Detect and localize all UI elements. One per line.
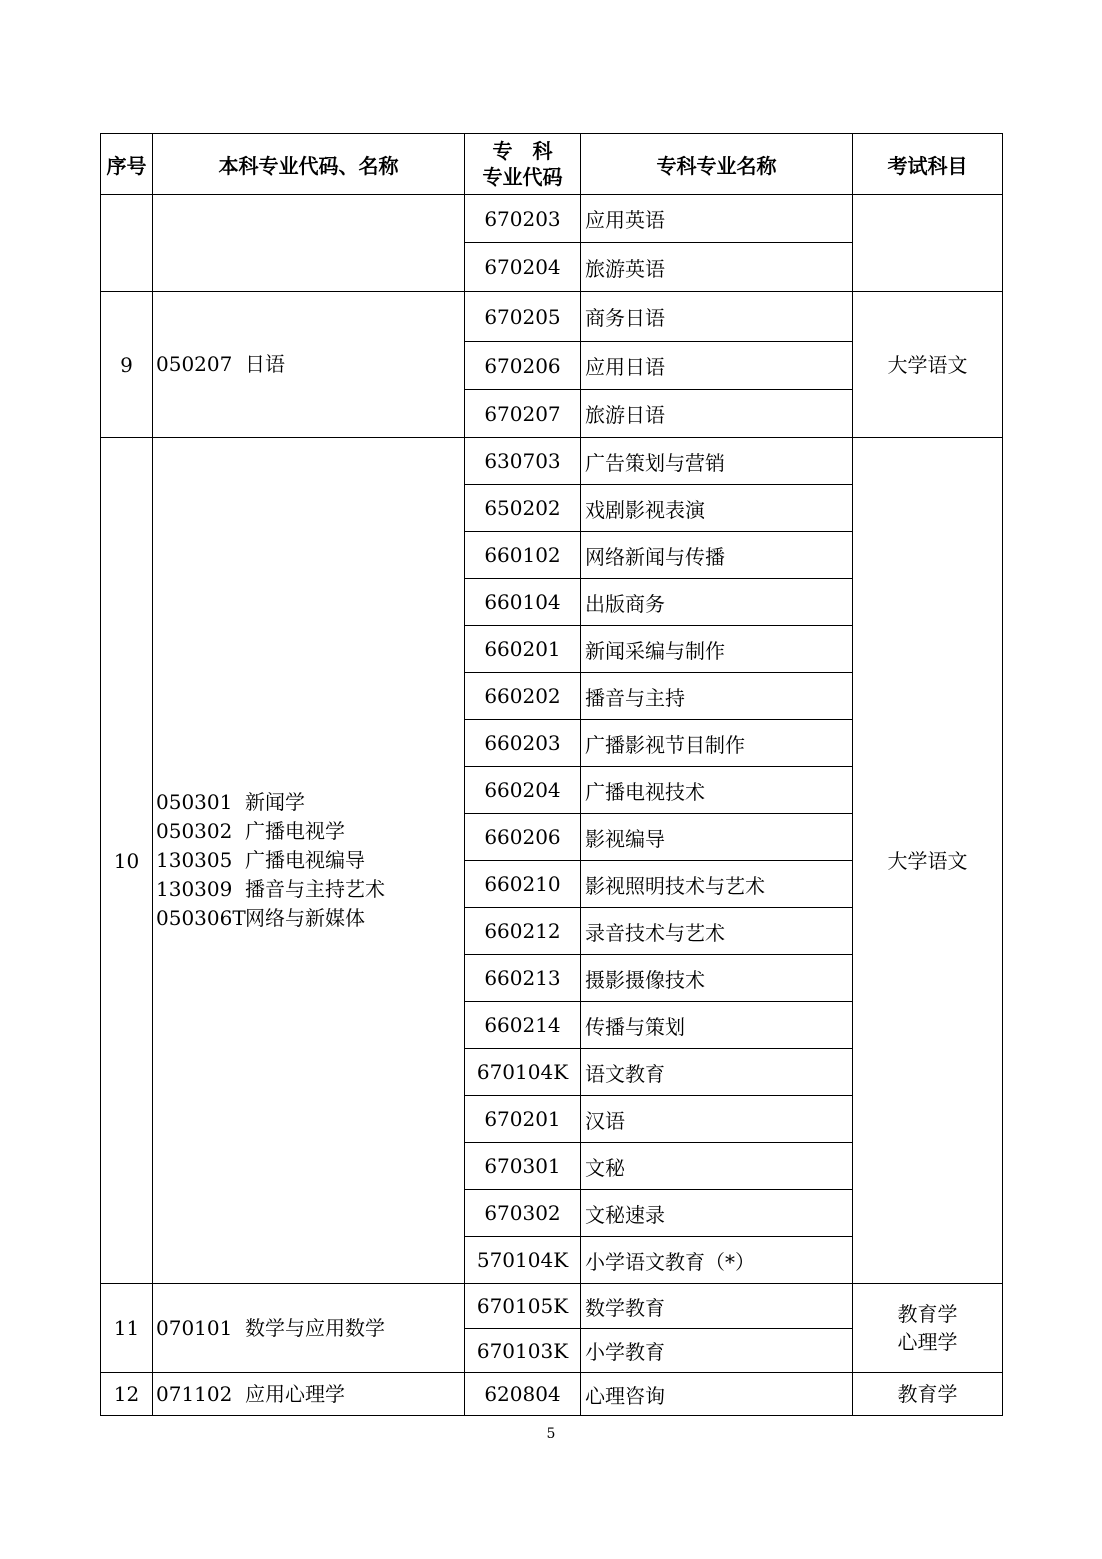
table-row [101,195,1003,243]
zk-name-cell: 应用日语 [581,342,853,390]
exam-subject: 大学语文 [887,848,968,873]
zk-name-cell: 数学教育 [581,1284,853,1329]
zk-name-cell: 小学教育 [581,1329,853,1373]
zk-name-cell: 广播电视技术 [581,767,853,814]
zk-name-cell: 网络新闻与传播 [581,532,853,579]
header-exam: 考试科目 [853,134,1003,195]
exam-subject-cell [853,195,1003,292]
zk-code-cell: 660212 [465,908,581,955]
seq-cell: 10 [101,438,153,1284]
zk-name-cell: 影视编导 [581,814,853,861]
bk-major-code: 050301 [156,790,233,814]
zk-name-cell: 商务日语 [581,292,853,342]
header-name2: 专科专业名称 [581,134,853,195]
zk-code-cell: 660201 [465,626,581,673]
zk-code-cell: 660214 [465,1002,581,1049]
zk-name-cell: 广播影视节目制作 [581,720,853,767]
zk-name-cell: 文秘速录 [581,1190,853,1237]
zk-code-cell: 670103K [465,1329,581,1373]
table-row [101,292,1003,342]
zk-code-cell: 670302 [465,1190,581,1237]
exam-subject: 心理学 [897,1330,958,1354]
bk-major-entry [156,817,464,846]
bk-major-entry [156,1380,464,1409]
zk-code-cell: 670205 [465,292,581,342]
zk-name-cell: 小学语文教育（*） [581,1237,853,1284]
exam-subject-cell [853,438,1003,1284]
zk-name-cell: 戏剧影视表演 [581,485,853,532]
bk-major-cell [153,438,465,1284]
table-row [101,1284,1003,1329]
header-row [101,134,1003,195]
seq-cell: 9 [101,292,153,438]
bk-major-name: 广播电视编导 [245,848,365,872]
bk-major-entry [156,846,464,875]
zk-name-cell: 广告策划与营销 [581,438,853,485]
zk-code-cell: 660213 [465,955,581,1002]
exam-subject-cell [853,1284,1003,1373]
zk-name-cell: 汉语 [581,1096,853,1143]
zk-name-cell: 传播与策划 [581,1002,853,1049]
bk-major-code: 050306T [156,906,246,930]
zk-name-cell: 新闻采编与制作 [581,626,853,673]
bk-major-code: 050302 [156,819,233,843]
zk-code-cell: 670105K [465,1284,581,1329]
header-code2 [465,134,581,195]
seq-cell [101,195,153,292]
bk-major-entry [156,875,464,904]
seq-cell: 12 [101,1373,153,1416]
zk-code-cell: 670104K [465,1049,581,1096]
bk-major-name: 网络与新媒体 [245,906,365,930]
table-row [101,1373,1003,1416]
zk-name-cell: 出版商务 [581,579,853,626]
bk-major-entry [156,788,464,817]
zk-code-cell: 660206 [465,814,581,861]
zk-name-cell: 语文教育 [581,1049,853,1096]
majors-table [100,133,1003,1416]
header-code2-line2: 专业代码 [482,165,563,189]
zk-name-cell: 旅游英语 [581,243,853,292]
zk-name-cell: 播音与主持 [581,673,853,720]
bk-major-code: 050207 [156,352,233,376]
exam-subject: 教育学 [897,1382,958,1406]
header-bk: 本科专业代码、名称 [153,134,465,195]
bk-major-entry [156,350,464,379]
zk-name-cell: 文秘 [581,1143,853,1190]
zk-name-cell: 心理咨询 [581,1373,853,1416]
zk-code-cell: 660104 [465,579,581,626]
exam-subject-cell [853,1373,1003,1416]
zk-code-cell: 670201 [465,1096,581,1143]
table-row [101,438,1003,485]
bk-major-name: 数学与应用数学 [245,1315,385,1340]
bk-major-code: 130309 [156,877,233,901]
zk-code-cell: 660204 [465,767,581,814]
zk-name-cell: 录音技术与艺术 [581,908,853,955]
zk-name-cell: 旅游日语 [581,390,853,438]
zk-code-cell: 670204 [465,243,581,292]
zk-code-cell: 670207 [465,390,581,438]
bk-major-cell [153,1373,465,1416]
zk-name-cell: 影视照明技术与艺术 [581,861,853,908]
bk-major-code: 130305 [156,848,233,872]
seq-cell: 11 [101,1284,153,1373]
zk-code-cell: 670203 [465,195,581,243]
bk-major-name: 新闻学 [245,790,305,814]
bk-major-name: 播音与主持艺术 [245,877,385,901]
table-body [101,195,1003,1416]
zk-code-cell: 570104K [465,1237,581,1284]
zk-code-cell: 650202 [465,485,581,532]
zk-code-cell: 660210 [465,861,581,908]
bk-major-cell [153,292,465,438]
bk-major-entry [156,904,464,933]
bk-major-name: 应用心理学 [245,1381,345,1406]
zk-name-cell: 应用英语 [581,195,853,243]
page-number: 5 [546,1426,556,1442]
zk-code-cell: 670301 [465,1143,581,1190]
bk-major-cell [153,1284,465,1373]
bk-major-code: 071102 [156,1381,233,1406]
zk-code-cell: 670206 [465,342,581,390]
exam-subject-cell [853,292,1003,438]
bk-major-name: 日语 [245,352,285,376]
bk-major-entry [156,1314,464,1343]
zk-code-cell: 660202 [465,673,581,720]
zk-code-cell: 630703 [465,438,581,485]
exam-subject: 教育学 [897,1302,958,1326]
zk-code-cell: 660102 [465,532,581,579]
zk-name-cell: 摄影摄像技术 [581,955,853,1002]
header-code2-line1: 专 科 [492,139,553,163]
bk-major-name: 广播电视学 [245,819,345,843]
bk-major-cell [153,195,465,292]
header-seq: 序号 [101,134,153,195]
exam-subject: 大学语文 [887,352,968,377]
bk-major-code: 070101 [156,1315,233,1340]
zk-code-cell: 620804 [465,1373,581,1416]
zk-code-cell: 660203 [465,720,581,767]
